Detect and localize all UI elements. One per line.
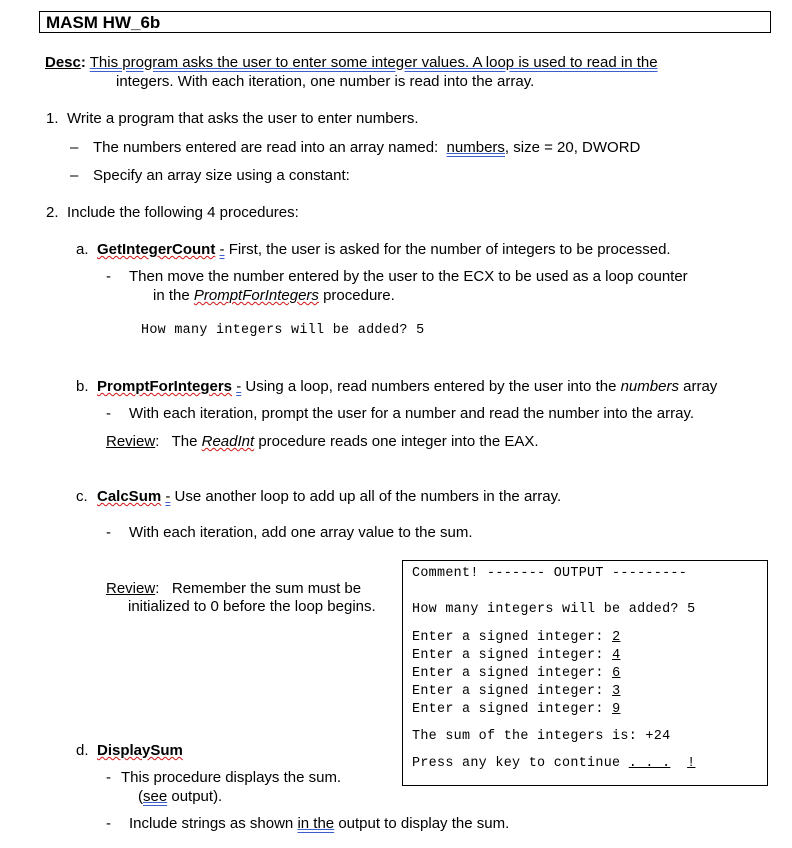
step-2-text: Include the following 4 procedures: [67,204,299,221]
review-label: Review [106,580,156,597]
entry-label: Enter a signed integer: [412,666,604,681]
proc-c-review-1: Review: Remember the sum must be [106,580,362,597]
press-text: Press any key to continue [412,756,621,771]
desc-text-1: This program asks the user to enter some integer values. A loop is used to read in the [89,54,658,71]
proc-c-review-2: initialized to 0 before the loop begins. [128,598,376,615]
proc-a-name: GetIntegerCount [97,241,216,258]
proc-a-sub-2 [153,287,395,305]
review-label: Review [106,433,156,450]
bullet-dash: – [70,139,79,156]
output-entry-line [412,665,620,683]
proc-d-sub-2 [129,815,509,833]
output-header: Comment! ------- OUTPUT --------- [412,566,688,581]
desc-text-2: integers. With each iteration, one number is read into the array. [116,73,535,90]
entry-value: 6 [612,666,621,681]
proc-b-sub-1: With each iteration, prompt the user for a number and read the number into the array. [129,405,695,422]
entry-label: Enter a signed integer: [412,630,604,645]
entry-label: Enter a signed integer: [412,684,604,699]
step-1-text: Write a program that asks the user to enter numbers. [67,110,419,127]
proc-d-sub-1b [138,788,222,806]
proc-d-letter: d. [76,742,89,759]
title-box [39,11,771,33]
readint-ref: ReadInt [201,433,255,450]
proc-a-desc: First, the user is asked for the number of integers to be processed. [228,241,671,258]
output-entry-line [412,683,620,701]
in-the-words: in the [297,815,335,832]
step-1-bullet-1 [93,139,640,157]
press-bang: ! [687,756,696,771]
output-entry-line [412,701,620,719]
output-box [402,560,768,786]
output-entry-line [412,629,620,647]
proc-b-name: PromptForIntegers [97,378,233,395]
sub-dash: - [106,268,111,285]
see-word: see [143,788,168,805]
entry-label: Enter a signed integer: [412,702,604,717]
proc-c-dash: - [165,488,171,505]
proc-a-sub-2-suffix: procedure. [323,287,395,304]
proc-b-review: Review: The ReadInt procedure reads one integer into the EAX. [106,433,539,450]
proc-b-desc-italic: numbers [620,378,679,395]
proc-d-sub-1: This procedure displays the sum. [121,769,342,786]
array-name: numbers, [446,139,510,156]
step-1-number: 1. [46,110,59,127]
page-title: MASM HW_6b [46,13,161,32]
output-entry-line [412,647,620,665]
proc-a-sub-2-prefix: in the [153,287,190,304]
entry-value: 2 [612,630,621,645]
proc-b-desc-suffix: array [683,378,718,395]
bullet-dash: – [70,167,79,184]
proc-c-letter: c. [76,488,88,505]
output-press-line [412,755,695,773]
step-2-number: 2. [46,204,59,221]
sub-dash: - [106,524,111,541]
proc-c-name: CalcSum [97,488,162,505]
proc-b-review-prefix: The [171,433,198,450]
proc-a-code-sample: How many integers will be added? 5 [141,323,425,338]
output-sum-line: The sum of the integers is: +24 [412,729,671,744]
sub-dash: - [106,815,111,832]
proc-a-sub-1: Then move the number entered by the user to the ECX to be used as a loop counter [129,268,688,285]
proc-b-heading [97,378,717,396]
entry-value: 3 [612,684,621,699]
output-close: output). [171,788,223,805]
step-1-bullet-2: Specify an array size using a constant: [93,167,350,184]
entry-value: 4 [612,648,621,663]
entry-value: 9 [612,702,621,717]
proc-d-name: DisplaySum [97,742,183,759]
press-dots: . . . [628,756,671,771]
desc-label: Desc [45,54,81,71]
proc-d-sub-2-suffix: output to display the sum. [338,815,510,832]
proc-b-review-suffix: procedure reads one integer into the EAX. [258,433,539,450]
proc-c-sub-1: With each iteration, add one array value to the sum. [129,524,473,541]
proc-b-desc-prefix: Using a loop, read numbers entered by the user into the [245,378,617,395]
desc-line-1 [45,54,658,72]
bullet-1-prefix: The numbers entered are read into an array named: [93,139,439,156]
desc-colon: : [80,54,86,71]
proc-c-desc: Use another loop to add up all of the numbers in the array. [174,488,562,505]
proc-a-letter: a. [76,241,89,258]
proc-a-dash: - [219,241,225,258]
proc-a-heading [97,241,671,259]
bullet-1-suffix: size = 20, DWORD [513,139,641,156]
output-prompt-line: How many integers will be added? 5 [412,602,696,617]
sub-dash: - [106,769,111,786]
paren-open: ( [138,788,143,805]
proc-c-review-line-1: Remember the sum must be [171,580,362,597]
prompt-for-integers-ref: PromptForIntegers [193,287,319,304]
proc-b-dash: - [236,378,242,395]
proc-c-heading [97,488,561,506]
proc-b-letter: b. [76,378,89,395]
proc-d-sub-2-prefix: Include strings as shown [129,815,294,832]
sub-dash: - [106,405,111,422]
entry-label: Enter a signed integer: [412,648,604,663]
